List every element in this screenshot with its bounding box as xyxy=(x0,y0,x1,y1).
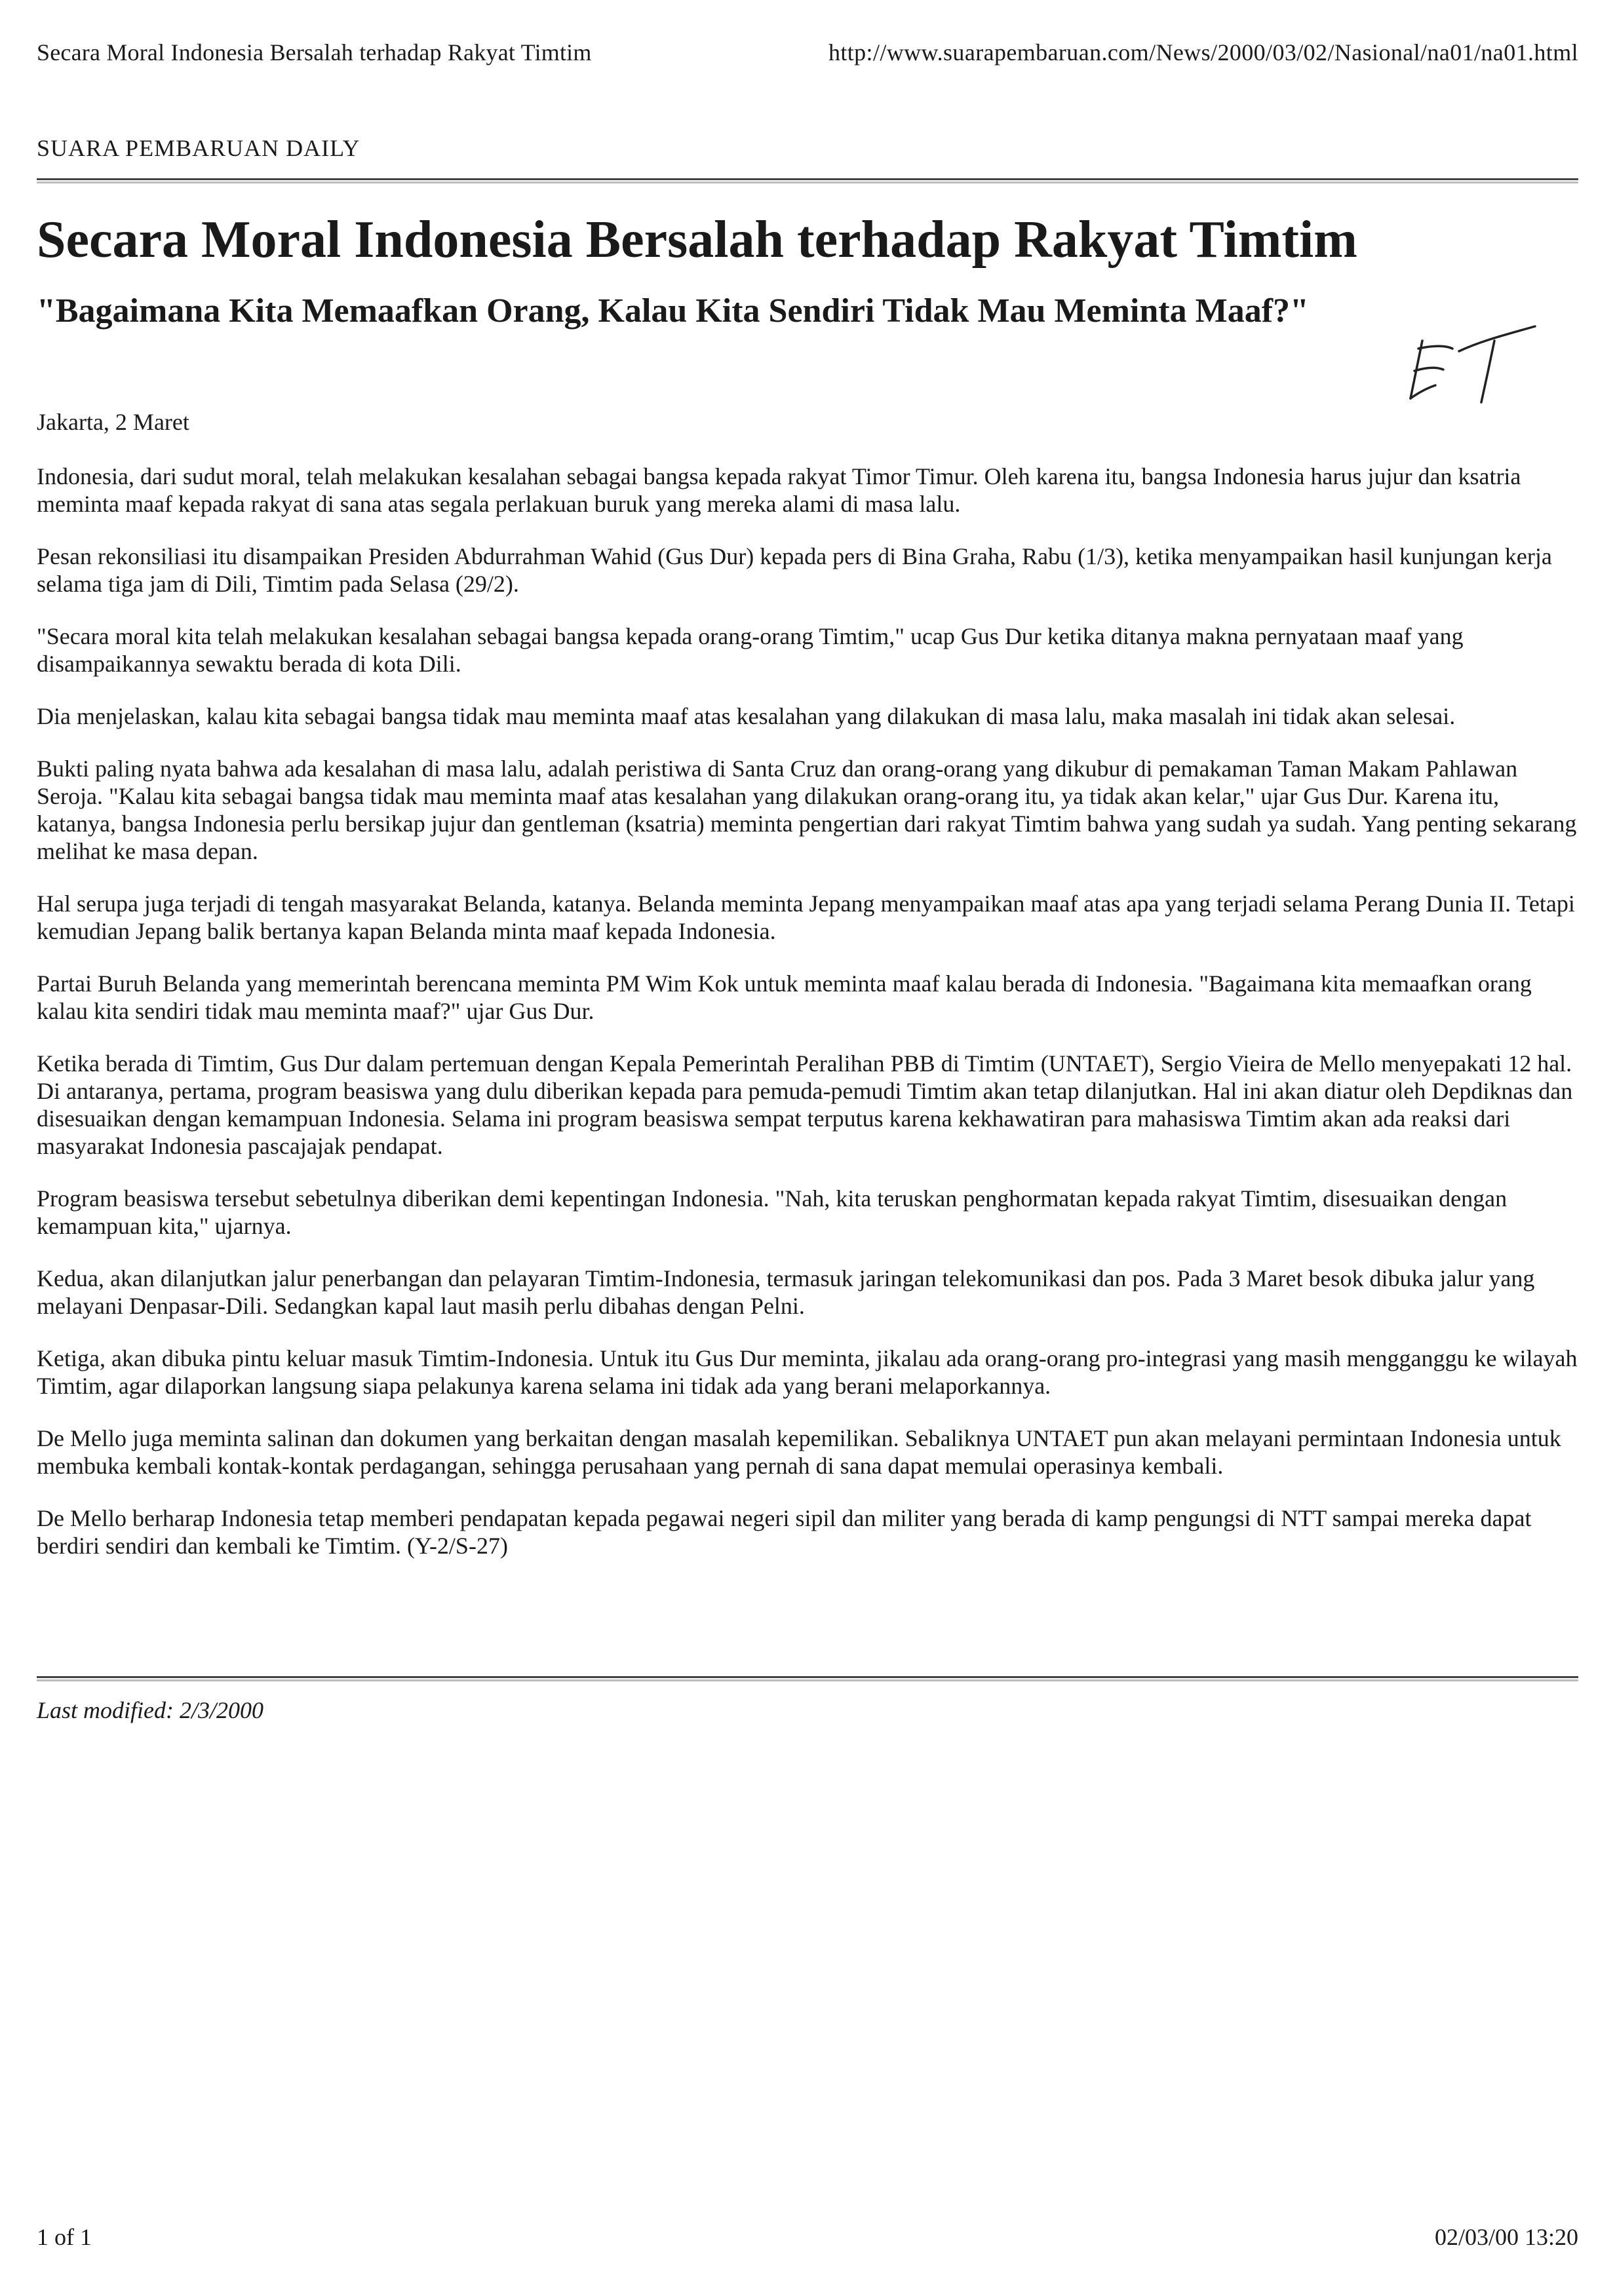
print-header-title: Secara Moral Indonesia Bersalah terhadap Rakyat Timtim xyxy=(37,39,592,66)
print-header-url: http://www.suarapembaruan.com/News/2000/03/02/Nasional/na01/na01.html xyxy=(828,39,1578,66)
article-paragraph: Dia menjelaskan, kalau kita sebagai bangsa tidak mau meminta maaf atas kesalahan yang dilakukan di masa lalu, maka masalah ini tidak akan selesai. xyxy=(37,703,1456,729)
article-body xyxy=(37,463,1578,1584)
article-paragraph: De Mello juga meminta salinan dan dokumen yang berkaitan dengan masalah kepemilikan. Sebaliknya UNTAET pun akan melayani permintaan Indonesia untuk membuka kembali kontak-kontak perdagangan, sehingga perusahaan yang pernah di sana dapat memulai operasinya kembali. xyxy=(37,1425,1561,1479)
masthead: SUARA PEMBARUAN DAILY xyxy=(37,135,360,161)
last-modified: Last modified: 2/3/2000 xyxy=(37,1697,264,1723)
article-paragraph: Kedua, akan dilanjutkan jalur penerbangan dan pelayaran Timtim-Indonesia, termasuk jaringan telekomunikasi dan pos. Pada 3 Maret besok dibuka jalur yang melayani Denpasar-Dili. Sedangkan kapal laut masih perlu dibahas dengan Pelni. xyxy=(37,1265,1535,1319)
article-paragraph: "Secara moral kita telah melakukan kesalahan sebagai bangsa kepada orang-orang Timtim," ucap Gus Dur ketika ditanya makna pernyataan maaf yang disampaikannya sewaktu berada di kota Dili. xyxy=(37,623,1464,677)
article-paragraph: Ketiga, akan dibuka pintu keluar masuk Timtim-Indonesia. Untuk itu Gus Dur meminta, jikalau ada orang-orang pro-integrasi yang masih mengganggu ke wilayah Timtim, agar dilaporkan langsung siapa pelakunya karena selama ini tidak ada yang berani melaporkannya. xyxy=(37,1345,1578,1399)
article-paragraph: Bukti paling nyata bahwa ada kesalahan di masa lalu, adalah peristiwa di Santa Cruz dan orang-orang yang dikubur di pemakaman Taman Makam Pahlawan Seroja. "Kalau kita sebagai bangsa tidak mau meminta maaf atas kesalahan yang dilakukan orang-orang itu, ya tidak akan kelar," ujar Gus Dur. Karena itu, katanya, bangsa Indonesia perlu bersikap jujur dan gentleman (ksatria) meminta pengertian dari rakyat Timtim bahwa yang sudah ya sudah. Yang penting sekarang melihat ke masa depan. xyxy=(37,756,1577,864)
article-paragraph: De Mello berharap Indonesia tetap memberi pendapatan kepada pegawai negeri sipil dan militer yang berada di kamp pengungsi di NTT sampai mereka dapat berdiri sendiri dan kembali ke Timtim. (Y-2/S-27) xyxy=(37,1505,1532,1559)
bottom-divider xyxy=(37,1676,1578,1681)
print-timestamp: 02/03/00 13:20 xyxy=(1434,2224,1578,2250)
article-paragraph: Hal serupa juga terjadi di tengah masyarakat Belanda, katanya. Belanda meminta Jepang menyampaikan maaf atas apa yang terjadi selama Perang Dunia II. Tetapi kemudian Jepang balik bertanya kapan Belanda minta maaf kepada Indonesia. xyxy=(37,890,1575,944)
article-paragraph: Ketika berada di Timtim, Gus Dur dalam pertemuan dengan Kepala Pemerintah Peralihan PBB di Timtim (UNTAET), Sergio Vieira de Mello menyepakati 12 hal. Di antaranya, pertama, program beasiswa yang dulu diberikan kepada para pemuda-pemudi Timtim akan tetap dilanjutkan. Hal ini akan diatur oleh Depdiknas dan disesuaikan dengan kemampuan Indonesia. Selama ini program beasiswa sempat terputus karena kekhawatiran para mahasiswa Timtim akan ada reaksi dari masyarakat Indonesia pascajajak pendapat. xyxy=(37,1050,1573,1159)
article-dateline: Jakarta, 2 Maret xyxy=(37,409,189,435)
article-headline: Secara Moral Indonesia Bersalah terhadap Rakyat Timtim xyxy=(37,211,1357,269)
article-paragraph: Program beasiswa tersebut sebetulnya diberikan demi kepentingan Indonesia. "Nah, kita teruskan penghormatan kepada rakyat Timtim, disesuaikan dengan kemampuan kita," ujarnya. xyxy=(37,1185,1508,1239)
article-paragraph: Indonesia, dari sudut moral, telah melakukan kesalahan sebagai bangsa kepada rakyat Timor Timur. Oleh karena itu, bangsa Indonesia harus jujur dan ksatria meminta maaf kepada rakyat di sana atas segala perlakuan buruk yang mereka alami di masa lalu. xyxy=(37,463,1521,517)
article-paragraph: Partai Buruh Belanda yang memerintah berencana meminta PM Wim Kok untuk meminta maaf kalau berada di Indonesia. "Bagaimana kita memaafkan orang kalau kita sendiri tidak mau meminta maaf?" ujar Gus Dur. xyxy=(37,970,1532,1024)
article-paragraph: Pesan rekonsiliasi itu disampaikan Presiden Abdurrahman Wahid (Gus Dur) kepada pers di Bina Graha, Rabu (1/3), ketika menyampaikan hasil kunjungan kerja selama tiga jam di Dili, Timtim pada Selasa (29/2). xyxy=(37,543,1552,597)
article-subhead: "Bagaimana Kita Memaafkan Orang, Kalau Kita Sendiri Tidak Mau Meminta Maaf?" xyxy=(37,292,1309,330)
top-divider xyxy=(37,178,1578,183)
page-count: 1 of 1 xyxy=(37,2224,92,2250)
handwritten-annotation xyxy=(1396,315,1547,413)
print-header xyxy=(37,38,1578,67)
